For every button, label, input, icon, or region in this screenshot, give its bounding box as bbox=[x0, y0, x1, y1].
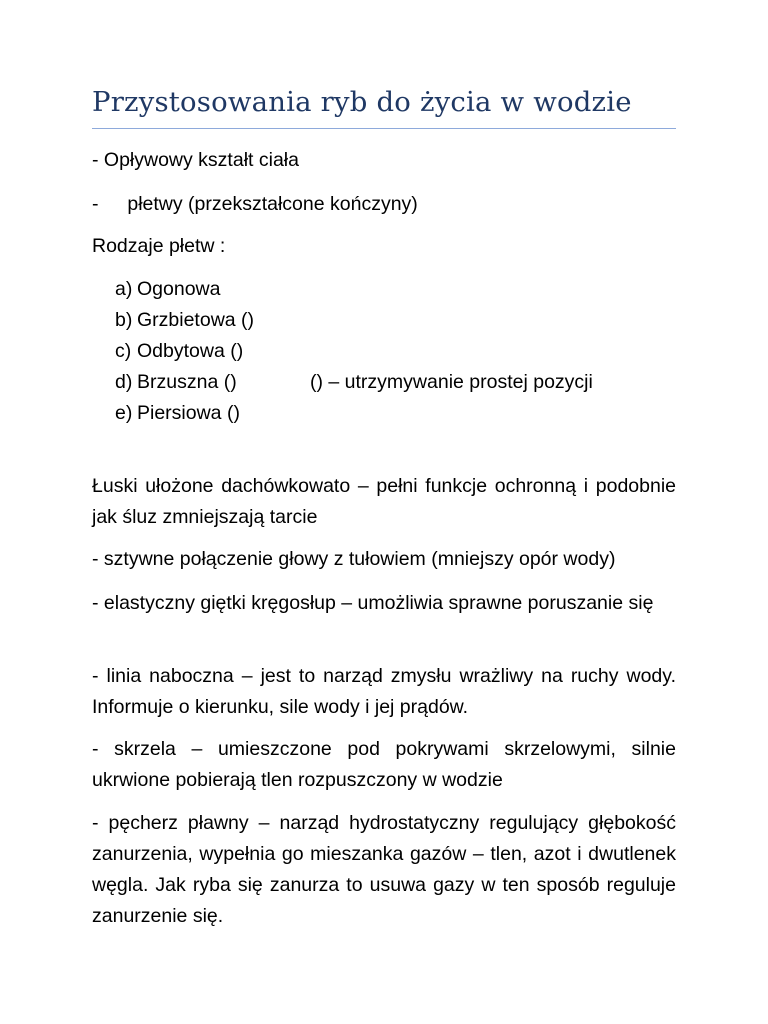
bullet-fins-text: płetwy (przekształcone kończyny) bbox=[127, 193, 418, 215]
list-item-label: Brzuszna () bbox=[137, 371, 237, 393]
list-item bbox=[115, 367, 237, 398]
list-marker: c) bbox=[115, 340, 132, 362]
list-item-label: Grzbietowa () bbox=[137, 309, 255, 331]
list-marker: b) bbox=[115, 309, 133, 331]
list-marker: e) bbox=[115, 402, 133, 424]
list-item bbox=[115, 274, 220, 305]
list-item bbox=[115, 305, 254, 336]
paragraph-swim-bladder: - pęcherz pławny – narząd hydrostatyczny regulujący głębokość zanurzenia, wypełnia go mieszanka gazów – tlen, azot i dwutlenek węgla. Jak ryba się zanurza to usuwa gazy w ten sposób reguluje zanurzenie się. bbox=[92, 812, 676, 927]
paragraph-lateral-line: - linia naboczna – jest to narząd zmysłu wrażliwy na ruchy wody. Informuje o kierunku, sile wody i jej prądów. bbox=[92, 665, 676, 718]
list-item-label: Piersiowa () bbox=[137, 402, 240, 424]
paragraph-scales: Łuski ułożone dachówkowato – pełni funkcje ochronną i podobnie jak śluz zmniejszają tarcie bbox=[92, 475, 676, 528]
paragraph-gills: - skrzela – umieszczone pod pokrywami skrzelowymi, silnie ukrwione pobierają tlen rozpuszczony w wodzie bbox=[92, 738, 676, 791]
bullet-streamlined-shape: - Opływowy kształt ciała bbox=[92, 149, 299, 171]
list-item-label: Odbytowa () bbox=[137, 340, 244, 362]
paragraph-spine: - elastyczny giętki kręgosłup – umożliwia sprawne poruszanie się bbox=[92, 592, 654, 614]
page-title: Przystosowania ryb do życia w wodzie bbox=[92, 86, 632, 118]
paragraph-head-body: - sztywne połączenie głowy z tułowiem (mniejszy opór wody) bbox=[92, 548, 616, 570]
list-item bbox=[115, 336, 243, 367]
title-underline bbox=[92, 128, 676, 129]
list-item bbox=[115, 398, 240, 429]
fins-heading: Rodzaje płetw : bbox=[92, 235, 226, 257]
bullet-dash: - bbox=[92, 193, 99, 215]
list-item-label: Ogonowa bbox=[137, 278, 221, 300]
list-marker: a) bbox=[115, 278, 133, 300]
bullet-fins bbox=[92, 189, 418, 220]
list-marker: d) bbox=[115, 371, 133, 393]
fins-note: () – utrzymywanie prostej pozycji bbox=[310, 371, 593, 393]
